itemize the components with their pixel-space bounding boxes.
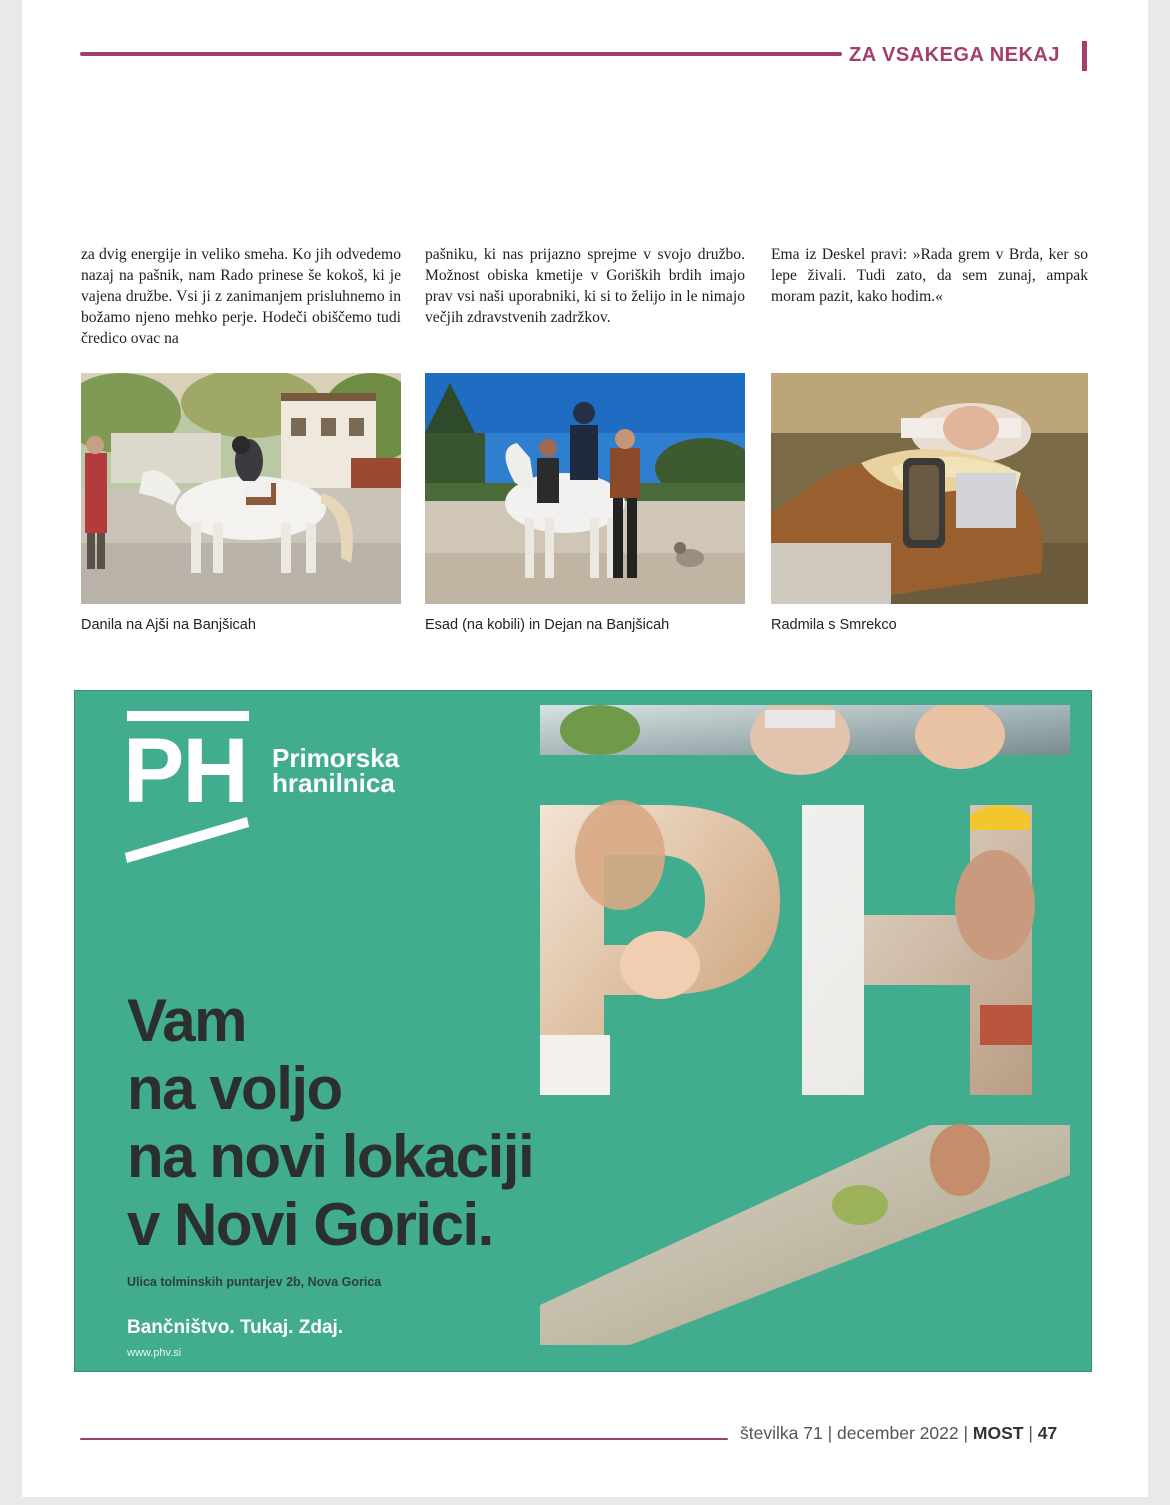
ad-website-link[interactable]: www.phv.si [127, 1347, 182, 1359]
ad-photo-collage [540, 705, 1080, 1345]
photo-horse-two-men [425, 373, 745, 604]
footer-separator-3: | [1028, 1423, 1033, 1443]
footer-separator-1: | [827, 1423, 833, 1443]
text-column-2: pašniku, ki nas prijazno sprejme v svojo družbo. Možnost obiska kmetije v Goriških brdih imajo prav vsi naši uporabniki, ki si to želijo in le nimajo večjih zdravstvenih zadržkov. [425, 246, 745, 326]
headline-line-2: na voljo [127, 1055, 342, 1122]
magazine-page [22, 0, 1148, 1497]
bank-advertisement[interactable] [74, 690, 1092, 1372]
brand-name-line2: hranilnica [272, 768, 395, 798]
footer-page-number: 47 [1037, 1423, 1058, 1443]
photo-caption-3: Radmila s Smrekco [771, 617, 897, 633]
ad-address: Ulica tolminskih puntarjev 2b, Nova Gorica [127, 1275, 382, 1289]
text-column-1: za dvig energije in veliko smeha. Ko jih odvedemo nazaj na pašnik, nam Rado prinese še kokoš, ki je vajena družbe. Vsi ji z zanimanjem prisluhnemo in božamo njeno mehko perje. Hodeči obiščemo tudi čredico ovac na [81, 246, 401, 347]
ad-headline [127, 987, 533, 1259]
footer-info [740, 1423, 1057, 1444]
photo-caption-1: Danila na Ajši na Banjšicah [81, 617, 256, 633]
footer-issue: številka 71 [740, 1423, 823, 1443]
logo-slash [125, 817, 251, 867]
photo-caption-2: Esad (na kobili) in Dejan na Banjšicah [425, 617, 670, 633]
photo-horse-rider [81, 373, 401, 604]
footer-magazine-name: MOST [972, 1423, 1024, 1443]
logo-mark: PH [123, 720, 247, 822]
ad-slogan: Bančništvo. Tukaj. Zdaj. [127, 1317, 344, 1338]
headline-line-1: Vam [127, 987, 246, 1054]
footer-separator-2: | [963, 1423, 969, 1443]
headline-line-4: v Novi Gorici. [127, 1191, 493, 1258]
photo-pony-hug [771, 373, 1088, 604]
headline-line-3: na novi lokaciji [127, 1123, 534, 1190]
footer-date: december 2022 [836, 1423, 959, 1443]
footer-rule [80, 1438, 728, 1440]
brand-name-line1: Primorska [272, 743, 400, 773]
header-rule [80, 52, 842, 56]
section-bar [1082, 41, 1087, 71]
text-column-3: Ema iz Deskel pravi: »Rada grem v Brda, ker so lepe živali. Tudi zato, da sem zunaj, ampak moram pazit, kako hodim.« [771, 246, 1088, 305]
section-title: ZA VSAKEGA NEKAJ [849, 44, 1060, 66]
